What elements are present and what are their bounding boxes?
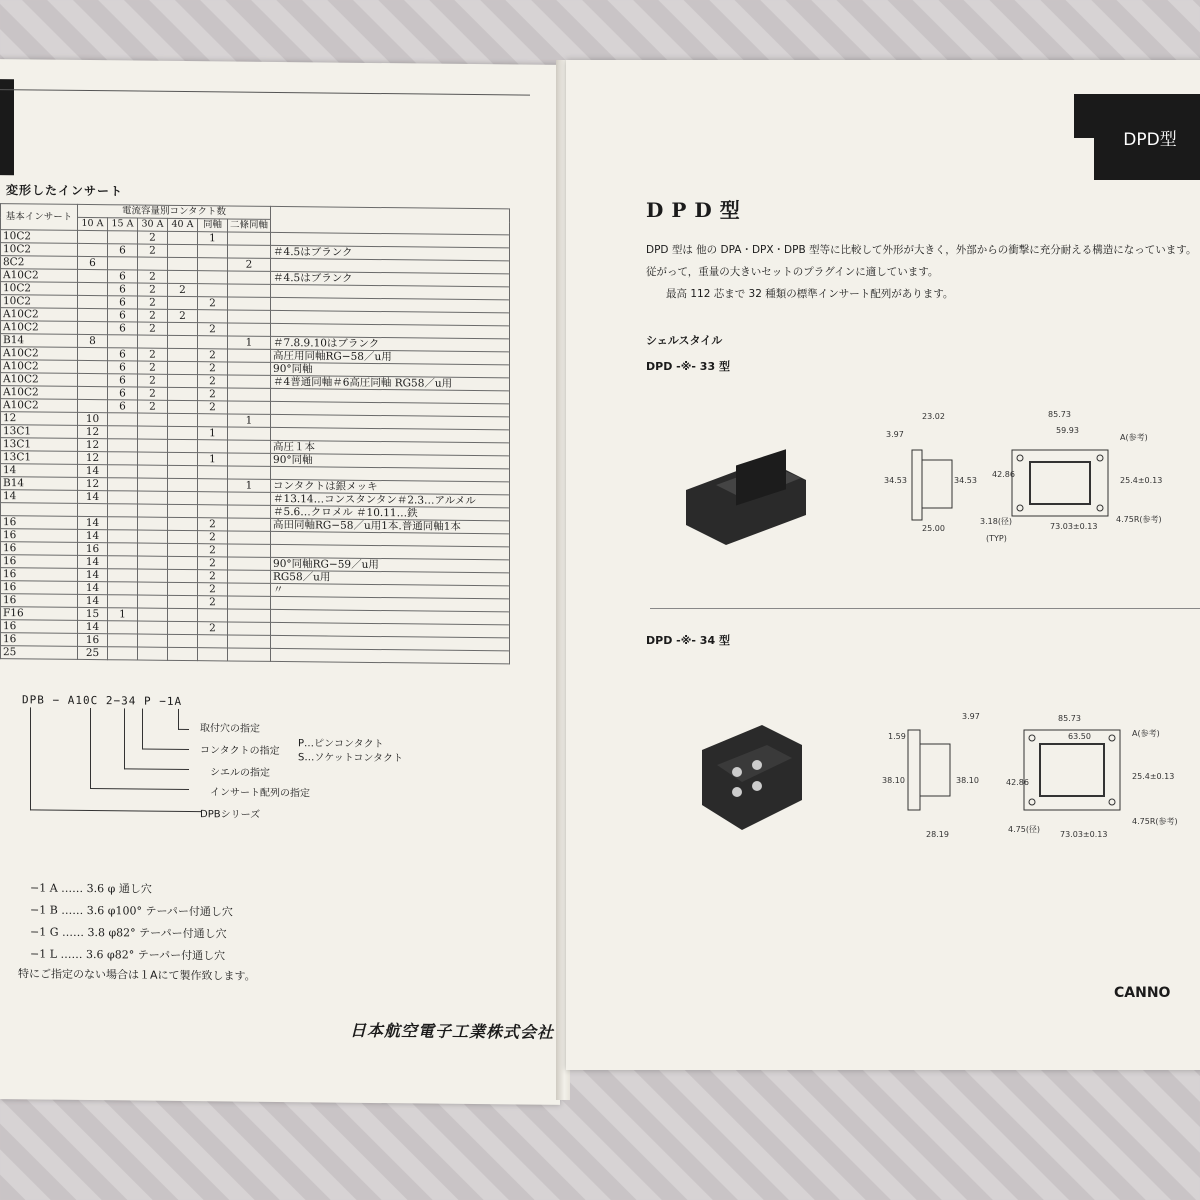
count-cell <box>198 505 228 518</box>
option-1b: −1 B …… 3.6 φ100° テーパー付通し穴 <box>30 903 233 919</box>
count-cell <box>78 230 108 243</box>
note-cell: 高田同軸RG−58／u用1本.普通同軸1本 <box>271 518 510 534</box>
insert-cell: B14 <box>1 334 78 348</box>
insert-cell: 10C2 <box>1 282 78 296</box>
note-cell: ＃4.5はブランク <box>271 245 510 261</box>
option-1l: −1 L …… 3.6 φ82° テーパー付通し穴 <box>30 947 226 963</box>
note-cell: 〃 <box>271 583 510 599</box>
count-cell <box>168 270 198 283</box>
count-cell <box>78 295 108 308</box>
count-cell <box>198 414 228 427</box>
count-cell: 2 <box>138 348 168 361</box>
count-cell <box>198 336 228 349</box>
count-cell <box>108 569 138 582</box>
count-cell: 2 <box>138 244 168 257</box>
legend-socket: S…ソケットコンタクト <box>298 752 403 765</box>
count-cell <box>138 413 168 426</box>
count-cell: 12 <box>78 438 108 451</box>
count-cell <box>108 543 138 556</box>
count-cell <box>228 427 271 440</box>
count-cell: 2 <box>138 387 168 400</box>
count-cell <box>198 271 228 284</box>
count-cell <box>228 388 271 401</box>
count-cell: 10 <box>78 412 108 425</box>
insert-cell: 16 <box>1 529 78 543</box>
count-cell: 2 <box>198 375 228 388</box>
legend-pin: P…ピンコンタクト <box>298 738 384 751</box>
count-cell: 6 <box>78 256 108 269</box>
count-cell <box>198 609 228 622</box>
count-cell <box>138 647 168 660</box>
count-cell: 1 <box>228 414 271 427</box>
count-cell <box>108 647 138 660</box>
insert-cell: F16 <box>1 607 78 621</box>
insert-cell: B14 <box>1 477 78 491</box>
header-note <box>271 206 510 235</box>
count-cell <box>138 530 168 543</box>
count-cell <box>228 401 271 414</box>
count-cell <box>78 399 108 412</box>
count-cell <box>228 557 271 570</box>
right-page: DPD型 DPD型 DPD 型は 他の DPA・DPX・DPB 型等に比較して外形が大きく，外部からの衝撃に充分耐える構造になっています。 従がって，重量の大きいセットのプラグインに適しています。 最高 112 芯まで 32 種類の標準インサート配列があります。 シェルスタイル DPD -※- 33 型 23.02 3.97 34.53 34.53 25.00 3.18(径) (TYP) 85.73 59.93 42.86 25.4±0.13 73.03±0.13 4.75R(参考) A(参考) DPD -※- 34 型 3.97 1.59 38.10 38.10 28.19 85.73 63.50 42.86 25.4±0.13 73.03±0.13 4.75(径) 4.75R(参考) A(参考) CANNO <box>566 60 1200 1070</box>
count-cell <box>228 466 271 479</box>
count-cell <box>168 335 198 348</box>
note-cell: 90°同軸RG−59／u用 <box>271 557 510 573</box>
count-cell <box>168 400 198 413</box>
count-cell <box>228 453 271 466</box>
count-cell <box>168 634 198 647</box>
count-cell <box>168 322 198 335</box>
count-cell <box>108 231 138 244</box>
count-cell: 6 <box>108 361 138 374</box>
insert-cell: 12 <box>1 412 78 426</box>
count-cell <box>198 466 228 479</box>
count-cell <box>138 621 168 634</box>
col-header: 二條同軸 <box>228 219 271 232</box>
col-header: 同軸 <box>198 219 228 232</box>
count-cell <box>228 323 271 336</box>
count-cell: 2 <box>138 231 168 244</box>
note-cell: ＃5.6…クロメル ＃10.11…鉄 <box>271 505 510 521</box>
count-cell <box>168 387 198 400</box>
insert-cell: 16 <box>1 581 78 595</box>
count-cell <box>138 634 168 647</box>
insert-cell: 13C1 <box>1 451 78 465</box>
count-cell <box>228 375 271 388</box>
count-cell <box>198 440 228 453</box>
count-cell <box>78 503 108 516</box>
count-cell: 1 <box>228 336 271 349</box>
count-cell <box>228 297 271 310</box>
count-cell <box>168 348 198 361</box>
count-cell: 2 <box>198 388 228 401</box>
count-cell: 2 <box>138 296 168 309</box>
section-title: 変形したインサート <box>6 183 124 199</box>
count-cell <box>78 308 108 321</box>
count-cell <box>228 544 271 557</box>
cannon-logo: CANNO <box>1114 985 1171 1001</box>
note-cell: 90°同軸 <box>271 362 510 378</box>
section-tab <box>0 79 14 175</box>
count-cell <box>228 505 271 518</box>
count-cell <box>168 608 198 621</box>
count-cell: 6 <box>108 296 138 309</box>
count-cell: 16 <box>78 542 108 555</box>
insert-cell: 13C1 <box>1 425 78 439</box>
col-header: 15 A <box>108 218 138 231</box>
shell-style-heading: シェルスタイル <box>646 334 723 347</box>
count-cell: 14 <box>78 516 108 529</box>
count-cell <box>228 570 271 583</box>
type33-heading: DPD -※- 33 型 <box>646 360 730 373</box>
count-cell: 2 <box>198 362 228 375</box>
count-cell <box>138 595 168 608</box>
count-cell: 2 <box>198 518 228 531</box>
count-cell: 1 <box>228 479 271 492</box>
count-cell: 2 <box>198 401 228 414</box>
insert-cell: 16 <box>1 542 78 556</box>
count-cell: 14 <box>78 581 108 594</box>
count-cell <box>228 622 271 635</box>
dpd33-photo <box>676 440 816 550</box>
insert-cell: 13C1 <box>1 438 78 452</box>
insert-cell: A10C2 <box>1 321 78 335</box>
count-cell: 6 <box>108 309 138 322</box>
count-cell <box>108 556 138 569</box>
count-cell <box>168 374 198 387</box>
count-cell <box>228 310 271 323</box>
count-cell <box>108 634 138 647</box>
count-cell <box>228 271 271 284</box>
insert-cell <box>1 503 78 517</box>
count-cell: 2 <box>198 583 228 596</box>
description-1: DPD 型は 他の DPA・DPX・DPB 型等に比較して外形が大きく，外部からの衝撃に充分耐える構造になっています。 <box>646 244 1197 256</box>
count-cell <box>108 504 138 517</box>
count-cell <box>108 335 138 348</box>
col-header: 30 A <box>138 218 168 231</box>
count-cell <box>108 413 138 426</box>
count-cell <box>108 582 138 595</box>
count-cell <box>168 361 198 374</box>
count-cell: 6 <box>108 387 138 400</box>
count-cell <box>168 543 198 556</box>
insert-cell: 10C2 <box>1 243 78 257</box>
insert-cell: A10C2 <box>1 373 78 387</box>
note-cell: 90°同軸 <box>271 453 510 469</box>
count-cell <box>108 530 138 543</box>
dpd-tab: DPD型 <box>1094 94 1200 180</box>
count-cell <box>78 243 108 256</box>
insert-cell: 16 <box>1 568 78 582</box>
note-cell: ＃7.8.9.10はブランク <box>271 336 510 352</box>
count-cell <box>198 245 228 258</box>
left-page <box>0 59 560 1105</box>
count-cell <box>228 492 271 505</box>
insert-cell: 10C2 <box>1 230 78 244</box>
count-cell <box>198 492 228 505</box>
count-cell <box>228 635 271 648</box>
count-cell: 2 <box>138 400 168 413</box>
count-cell <box>168 244 198 257</box>
insert-cell: A10C2 <box>1 360 78 374</box>
header-insert: 基本インサート <box>1 204 78 231</box>
insert-cell: 16 <box>1 633 78 647</box>
count-cell <box>78 373 108 386</box>
count-cell <box>78 269 108 282</box>
count-cell <box>168 569 198 582</box>
count-cell <box>138 543 168 556</box>
count-cell: 14 <box>78 490 108 503</box>
insert-cell: A10C2 <box>1 386 78 400</box>
count-cell <box>138 491 168 504</box>
count-cell: 1 <box>198 232 228 245</box>
insert-cell: A10C2 <box>1 269 78 283</box>
count-cell <box>138 556 168 569</box>
count-cell: 14 <box>78 529 108 542</box>
type34-heading: DPD -※- 34 型 <box>646 634 730 647</box>
count-cell <box>168 647 198 660</box>
count-cell <box>108 595 138 608</box>
count-cell <box>168 426 198 439</box>
count-cell <box>228 609 271 622</box>
company-logo: 日本航空電子工業株式会社 <box>350 1020 555 1042</box>
count-cell <box>138 426 168 439</box>
note-cell <box>271 648 510 664</box>
count-cell <box>198 635 228 648</box>
default-note: 特にご指定のない場合は１Aにて製作致します。 <box>18 967 256 983</box>
insert-table <box>0 203 510 664</box>
insert-cell: 14 <box>1 464 78 478</box>
count-cell: 1 <box>108 608 138 621</box>
header-group: 電流容量別コンタクト数 <box>78 204 271 219</box>
part-code: DPB − A10C 2−34 P −1A <box>22 693 183 708</box>
count-cell: 14 <box>78 620 108 633</box>
count-cell <box>108 491 138 504</box>
count-cell: 2 <box>198 544 228 557</box>
count-cell <box>78 321 108 334</box>
description-2: 従がって，重量の大きいセットのプラグインに適しています。 <box>646 266 939 278</box>
count-cell <box>138 517 168 530</box>
count-cell: 2 <box>138 374 168 387</box>
count-cell: 14 <box>78 464 108 477</box>
count-cell <box>108 452 138 465</box>
count-cell: 16 <box>78 633 108 646</box>
count-cell <box>198 310 228 323</box>
count-cell <box>168 504 198 517</box>
count-cell: 8 <box>78 334 108 347</box>
note-cell: コンタクトは銀メッキ <box>271 479 510 495</box>
count-cell <box>228 284 271 297</box>
count-cell <box>228 648 271 661</box>
count-cell <box>168 530 198 543</box>
count-cell <box>108 439 138 452</box>
legend-shell: シエルの指定 <box>210 767 270 779</box>
count-cell <box>108 478 138 491</box>
count-cell: 2 <box>138 361 168 374</box>
page-title: DPD型 <box>646 198 748 222</box>
insert-cell: 25 <box>1 646 78 660</box>
count-cell <box>78 282 108 295</box>
note-cell: 高圧１本 <box>271 440 510 456</box>
count-cell <box>168 413 198 426</box>
count-cell <box>168 296 198 309</box>
count-cell: 2 <box>228 258 271 271</box>
count-cell: 2 <box>198 557 228 570</box>
insert-cell: 14 <box>1 490 78 504</box>
count-cell: 2 <box>198 349 228 362</box>
count-cell <box>138 582 168 595</box>
count-cell: 2 <box>168 283 198 296</box>
count-cell: 2 <box>138 322 168 335</box>
count-cell <box>138 465 168 478</box>
count-cell <box>198 258 228 271</box>
count-cell: 2 <box>138 309 168 322</box>
count-cell: 2 <box>138 283 168 296</box>
count-cell <box>228 583 271 596</box>
insert-cell: A10C2 <box>1 399 78 413</box>
insert-cell: 16 <box>1 594 78 608</box>
count-cell: 2 <box>198 531 228 544</box>
count-cell <box>138 478 168 491</box>
count-cell <box>168 582 198 595</box>
count-cell: 1 <box>198 427 228 440</box>
count-cell <box>138 452 168 465</box>
count-cell <box>78 386 108 399</box>
count-cell <box>108 621 138 634</box>
insert-cell: A10C2 <box>1 308 78 322</box>
count-cell <box>168 478 198 491</box>
count-cell: 6 <box>108 270 138 283</box>
insert-cell: 8C2 <box>1 256 78 270</box>
legend-mount: 取付穴の指定 <box>200 723 260 735</box>
legend-contact: コンタクトの指定 <box>200 745 280 757</box>
count-cell: 2 <box>198 596 228 609</box>
note-cell: ＃13.14…コンスタンタン＃2.3…アルメル <box>271 492 510 508</box>
count-cell: 12 <box>78 451 108 464</box>
count-cell: 2 <box>198 297 228 310</box>
count-cell: 14 <box>78 568 108 581</box>
description-3: 最高 112 芯まで 32 種類の標準インサート配列があります。 <box>666 288 954 300</box>
count-cell <box>138 257 168 270</box>
count-cell <box>198 284 228 297</box>
insert-cell: 16 <box>1 516 78 530</box>
count-cell <box>168 452 198 465</box>
note-cell: 高圧用同軸RG−58／u用 <box>271 349 510 365</box>
count-cell <box>198 648 228 661</box>
count-cell: 12 <box>78 425 108 438</box>
count-cell <box>228 349 271 362</box>
count-cell <box>138 608 168 621</box>
count-cell <box>228 232 271 245</box>
count-cell <box>228 440 271 453</box>
count-cell <box>138 504 168 517</box>
count-cell <box>168 556 198 569</box>
count-cell <box>168 231 198 244</box>
count-cell <box>78 360 108 373</box>
count-cell: 6 <box>108 283 138 296</box>
count-cell: 2 <box>198 323 228 336</box>
insert-cell: 16 <box>1 620 78 634</box>
count-cell <box>168 257 198 270</box>
legend-series: DPBシリーズ <box>200 809 261 821</box>
note-cell: RG58／u用 <box>271 570 510 586</box>
count-cell <box>168 595 198 608</box>
count-cell <box>168 517 198 530</box>
count-cell <box>228 596 271 609</box>
count-cell: 6 <box>108 244 138 257</box>
insert-cell: 10C2 <box>1 295 78 309</box>
count-cell: 6 <box>108 400 138 413</box>
count-cell <box>228 245 271 258</box>
col-header: 40 A <box>168 218 198 231</box>
count-cell: 2 <box>198 570 228 583</box>
count-cell: 12 <box>78 477 108 490</box>
count-cell: 6 <box>108 322 138 335</box>
dpd34-photo <box>682 710 812 840</box>
count-cell: 15 <box>78 607 108 620</box>
dpd33-front-drawing <box>1006 440 1116 530</box>
count-cell: 14 <box>78 555 108 568</box>
count-cell: 1 <box>198 453 228 466</box>
count-cell: 2 <box>138 270 168 283</box>
count-cell <box>168 491 198 504</box>
count-cell <box>138 439 168 452</box>
note-cell: ＃4普通同軸＃6高圧同軸 RG58／u用 <box>271 375 510 391</box>
count-cell <box>168 621 198 634</box>
count-cell: 14 <box>78 594 108 607</box>
count-cell <box>228 531 271 544</box>
count-cell: 6 <box>108 348 138 361</box>
count-cell: 25 <box>78 646 108 659</box>
count-cell: 2 <box>168 309 198 322</box>
option-1a: −1 A …… 3.6 φ 通し穴 <box>30 881 152 896</box>
count-cell <box>168 465 198 478</box>
count-cell <box>108 426 138 439</box>
count-cell <box>198 479 228 492</box>
count-cell <box>108 257 138 270</box>
count-cell <box>228 518 271 531</box>
count-cell <box>78 347 108 360</box>
count-cell <box>108 517 138 530</box>
legend-insert: インサート配列の指定 <box>210 787 310 800</box>
option-1g: −1 G …… 3.8 φ82° テーパー付通し穴 <box>30 925 227 941</box>
count-cell <box>168 439 198 452</box>
insert-cell: A10C2 <box>1 347 78 361</box>
count-cell <box>228 362 271 375</box>
count-cell: 2 <box>198 622 228 635</box>
insert-cell: 16 <box>1 555 78 569</box>
count-cell <box>138 569 168 582</box>
count-cell <box>138 335 168 348</box>
note-cell: ＃4.5はブランク <box>271 271 510 287</box>
count-cell <box>108 465 138 478</box>
col-header: 10 A <box>78 217 108 230</box>
count-cell: 6 <box>108 374 138 387</box>
